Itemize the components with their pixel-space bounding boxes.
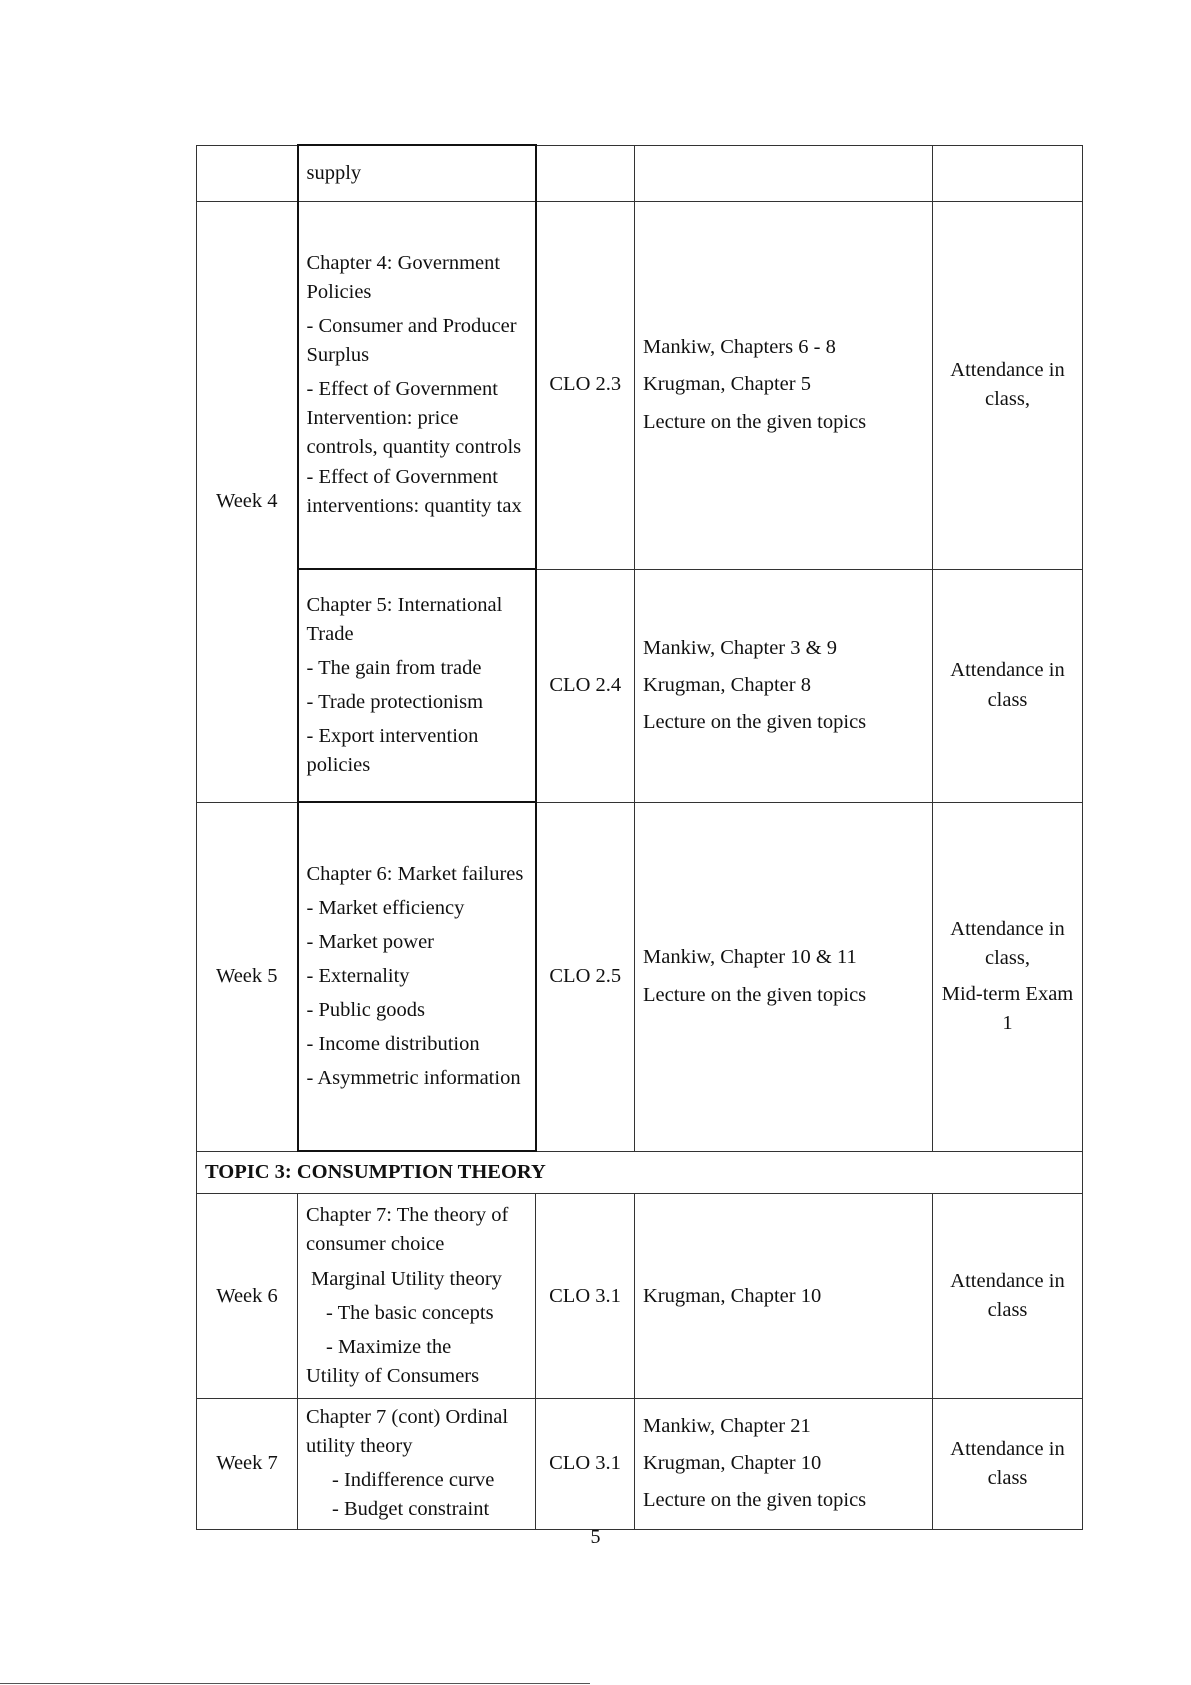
reference-cell (635, 1399, 933, 1529)
assessment-cell (933, 802, 1083, 1151)
week-cell: Week 6 (197, 1194, 298, 1399)
topic-item: - The gain from trade (306, 656, 482, 679)
topic-item: - Market efficiency (306, 896, 465, 919)
topic-subheading: Marginal Utility theory (311, 1267, 502, 1290)
reference-line: Krugman, Chapter 8 (643, 673, 811, 696)
table-row-chapter-6 (197, 802, 1083, 1151)
week-cell-empty (197, 145, 298, 201)
topic-cell (298, 201, 536, 569)
reference-cell (635, 802, 933, 1151)
reference-line: Mankiw, Chapter 10 & 11 (643, 946, 857, 969)
reference-cell (635, 569, 933, 802)
reference-line: Krugman, Chapter 10 (643, 1452, 822, 1475)
topic-item: - Budget constraint (332, 1498, 490, 1521)
reference-line: Mankiw, Chapter 3 & 9 (643, 636, 837, 659)
reference-line: Krugman, Chapter 10 (643, 1284, 822, 1307)
assessment-cell-empty (933, 145, 1083, 201)
week-cell: Week 5 (197, 802, 298, 1151)
assessment-cell: Attendance in class (933, 1194, 1083, 1399)
topic-item: - The basic concepts (326, 1301, 494, 1324)
reference-line: Lecture on the given topics (643, 410, 867, 433)
topic-item: - Effect of Government Intervention: price controls, quantity controls (306, 378, 522, 459)
chapter-title: Chapter 6: Market failures (306, 862, 524, 885)
topic-item: Utility of Consumers (306, 1364, 480, 1387)
page-number: 5 (590, 1526, 601, 1548)
clo-cell: CLO 2.5 (536, 802, 635, 1151)
table-row-chapter-5 (197, 569, 1083, 802)
reference-line: Lecture on the given topics (643, 1489, 867, 1512)
topic-text: supply (306, 161, 362, 184)
chapter-title: Chapter 4: Government Policies (306, 251, 501, 303)
reference-cell (635, 201, 933, 569)
topic-cell (298, 802, 536, 1151)
topic-item: - Market power (306, 930, 435, 953)
topic-item: - Export intervention policies (306, 725, 479, 777)
chapter-title: Chapter 5: International Trade (306, 593, 503, 645)
table-row-chapter-7 (197, 1194, 1083, 1399)
chapter-title: Chapter 7 (cont) Ordinal utility theory (306, 1406, 509, 1458)
topic-cell (298, 569, 536, 802)
reference-cell (635, 1194, 933, 1399)
chapter-title: Chapter 7: The theory of consumer choice (306, 1204, 509, 1256)
reference-line: Krugman, Chapter 5 (643, 373, 811, 396)
syllabus-table (196, 144, 1083, 1530)
topic-item: - Effect of Government interventions: quantity tax (306, 465, 522, 517)
clo-cell: CLO 2.3 (536, 201, 635, 569)
clo-cell: CLO 3.1 (536, 1194, 635, 1399)
table-row-supply (197, 145, 1083, 201)
section-heading: TOPIC 3: CONSUMPTION THEORY (197, 1151, 1083, 1194)
reference-cell-empty (635, 145, 933, 201)
topic-cell (298, 145, 536, 201)
topic-item: - Consumer and Producer Surplus (306, 314, 517, 367)
topic-cell (298, 1194, 536, 1399)
week-cell: Week 7 (197, 1399, 298, 1529)
topic-item: - Externality (306, 964, 410, 987)
footer-divider (0, 1683, 590, 1684)
reference-line: Mankiw, Chapter 21 (643, 1415, 811, 1438)
week-cell: Week 4 (197, 201, 298, 802)
topic-item: - Maximize the (326, 1335, 452, 1358)
table-row-chapter-7-cont (197, 1399, 1083, 1529)
assessment-line: Mid-term Exam 1 (941, 982, 1074, 1034)
clo-cell-empty (536, 145, 635, 201)
topic-cell (298, 1399, 536, 1529)
clo-cell: CLO 3.1 (536, 1399, 635, 1529)
reference-line: Lecture on the given topics (643, 983, 867, 1006)
topic-item: - Indifference curve (332, 1469, 495, 1492)
topic-item: - Income distribution (306, 1033, 480, 1056)
table-row-chapter-4 (197, 201, 1083, 569)
assessment-cell: Attendance in class (933, 1399, 1083, 1529)
assessment-line: Attendance in class, (950, 918, 1065, 970)
clo-cell: CLO 2.4 (536, 569, 635, 802)
reference-line: Mankiw, Chapters 6 - 8 (643, 336, 836, 359)
assessment-cell: Attendance in class (933, 569, 1083, 802)
section-heading-row (197, 1151, 1083, 1194)
assessment-cell: Attendance in class, (933, 201, 1083, 569)
topic-item: - Asymmetric information (306, 1067, 521, 1090)
topic-item: - Trade protectionism (306, 691, 484, 713)
reference-line: Lecture on the given topics (643, 711, 867, 734)
topic-item: - Public goods (306, 999, 425, 1022)
